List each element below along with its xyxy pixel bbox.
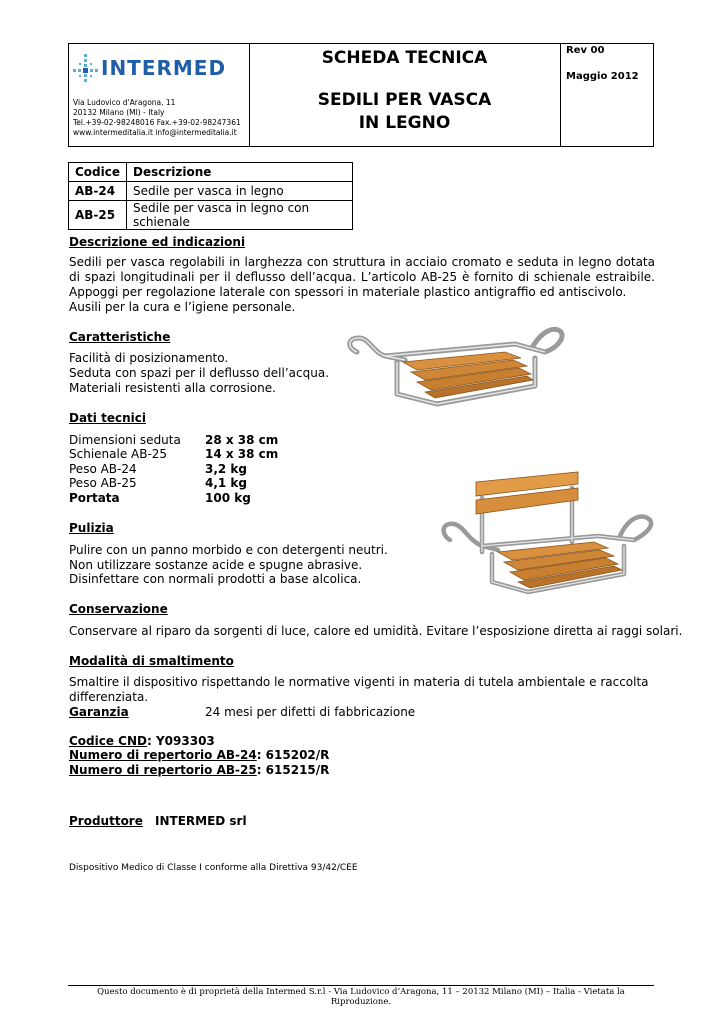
spec-label: Schienale AB-25: [69, 447, 168, 461]
spec-value: 100 kg: [205, 491, 251, 505]
spec-label: Peso AB-24: [69, 462, 137, 476]
product-title-line2: IN LEGNO: [358, 113, 451, 133]
product-code: AB-25: [69, 201, 127, 230]
section-title-descrizione: Descrizione ed indicazioni: [69, 235, 246, 249]
web-line: www.intermeditalia.it info@intermeditalia.it: [73, 128, 237, 137]
repertorio-ab24-value: : 615202/R: [256, 748, 330, 762]
section-title-dati-tecnici: Dati tecnici: [69, 411, 146, 425]
spec-value: 4,1 kg: [205, 476, 248, 490]
cleaning-line: Pulire con un panno morbido e con detergenti neutri.: [69, 543, 388, 557]
spec-value: 14 x 38 cm: [205, 447, 279, 461]
bath-seat-image: [345, 318, 570, 413]
cnd-code-label: Codice CND: [69, 734, 147, 748]
product-title: SEDILI PER VASCA: [317, 90, 492, 110]
bath-seat-backrest-image: [438, 470, 658, 602]
table-row: [69, 201, 353, 230]
description-usage: Ausili per la cura e l’igiene personale.: [69, 300, 296, 314]
footer-text: Questo documento è di proprietà della Intermed S.r.l - Via Ludovico d’Aragona, 11 – 20132 Milano (MI) – Italia - Vietata la Riproduzione.: [97, 987, 625, 1007]
product-description: Sedile per vasca in legno: [127, 182, 353, 201]
phone-line: Tel.+39-02-98248016 Fax.+39-02-98247361: [73, 118, 241, 127]
device-class-text: Dispositivo Medico di Classe I conforme alla Direttiva 93/42/CEE: [69, 863, 358, 873]
repertorio-ab25-label: Numero di repertorio AB-25: [69, 763, 257, 777]
repertorio-ab25-line: [69, 763, 329, 777]
feature-line: Seduta con spazi per il deflusso dell’acqua.: [69, 366, 330, 380]
revision-date: Maggio 2012: [566, 71, 639, 82]
section-title-smaltimento: Modalità di smaltimento: [69, 654, 234, 668]
logo-dots-icon: [71, 52, 101, 86]
repertorio-ab25-value: : 615215/R: [256, 763, 330, 777]
product-description: Sedile per vasca in legno con schienale: [127, 201, 353, 230]
table-header-row: [69, 163, 353, 182]
section-title-pulizia: Pulizia: [69, 521, 114, 535]
product-code: AB-24: [69, 182, 127, 201]
spec-value: 28 x 38 cm: [205, 433, 279, 447]
spec-label: Dimensioni seduta: [69, 433, 181, 447]
column-header-description: Descrizione: [127, 163, 353, 182]
warranty-text: 24 mesi per difetti di fabbricazione: [205, 705, 416, 719]
address-line: Via Ludovico d'Aragona, 11: [73, 98, 176, 107]
repertorio-ab24-line: [69, 748, 329, 762]
section-title-conservazione: Conservazione: [69, 602, 168, 616]
cnd-code-value: : Y093303: [147, 734, 215, 748]
spec-label: Portata: [69, 491, 120, 505]
footer-divider: [68, 985, 654, 986]
company-name: INTERMED: [101, 56, 227, 80]
spec-label: Peso AB-25: [69, 476, 137, 490]
storage-text: Conservare al riparo da sorgenti di luce, calore ed umidità. Evitare l’esposizione diretta ai raggi solari.: [69, 624, 683, 638]
doc-type-title: SCHEDA TECNICA: [321, 48, 488, 68]
revision-block: [560, 44, 654, 146]
feature-line: Materiali resistenti alla corrosione.: [69, 381, 276, 395]
document-header: [68, 43, 654, 147]
section-title-garanzia: Garanzia: [69, 705, 129, 719]
company-logo: [71, 52, 246, 86]
address-line: 20132 Milano (MI) - Italy: [73, 108, 165, 117]
table-row: [69, 182, 353, 201]
company-block: [69, 44, 250, 146]
section-title-caratteristiche: Caratteristiche: [69, 330, 171, 344]
product-codes-table: [68, 162, 353, 230]
column-header-code: Codice: [69, 163, 127, 182]
cleaning-line: Disinfettare con normali prodotti a base alcolica.: [69, 572, 362, 586]
revision-number: Rev 00: [566, 45, 605, 56]
description-text: Sedili per vasca regolabili in larghezza con struttura in acciaio cromato e seduta in legno dotata di spazi longitudinali per il deflusso dell’acqua. L’articolo AB-25 è fornito di schienale estraibile. Appoggi per regolazione laterale con spessori in materiale plastico antigraffio ed antiscivolo.: [69, 255, 655, 299]
title-block: [249, 44, 561, 146]
disposal-text: Smaltire il dispositivo rispettando le normative vigenti in materia di tutela ambientale e raccolta differenziata.: [69, 675, 649, 704]
repertorio-ab24-label: Numero di repertorio AB-24: [69, 748, 257, 762]
producer-value: INTERMED srl: [155, 814, 247, 828]
producer-label: Produttore: [69, 814, 143, 828]
cleaning-line: Non utilizzare sostanze acide e spugne abrasive.: [69, 558, 363, 572]
spec-value: 3,2 kg: [205, 462, 248, 476]
feature-line: Facilità di posizionamento.: [69, 351, 229, 365]
cnd-code-line: [69, 734, 215, 748]
